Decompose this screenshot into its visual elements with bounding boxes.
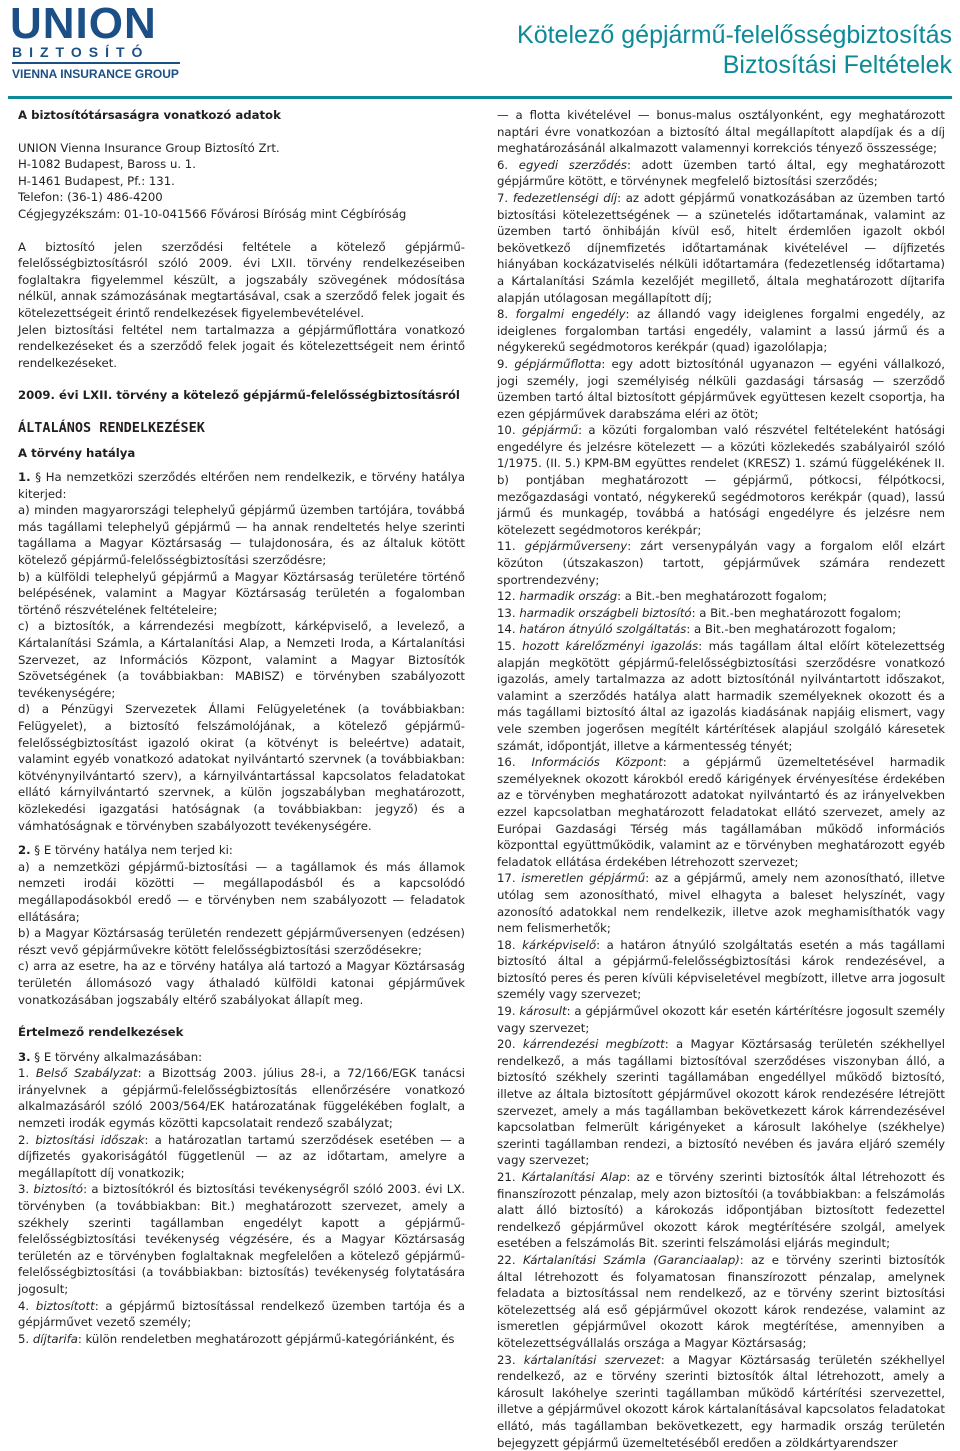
logo-union-text: UNION	[10, 0, 157, 48]
definition-text: : a gépjárművel okozott kár esetén kártérítésre jogosult személy vagy szervezet;	[497, 1004, 945, 1035]
section-3	[18, 1049, 465, 1066]
definition-number: 21.	[497, 1170, 516, 1184]
definition-text: : az a gépjármű, amely nem azonosítható, illetve utólag sem azonosítható, mivel elhagyta a baleset helyszínét, vagy azonosító adatokkal nem rendelkezik, illetve azok meghamisíthatók vagy nem felismerhetők;	[497, 871, 945, 936]
definition-term: harmadik ország	[519, 589, 618, 604]
section-text: § E törvény hatálya nem terjed ki:	[34, 843, 233, 858]
left-column	[18, 107, 465, 1347]
definition-item	[497, 190, 945, 306]
list-item: c) a biztosítók, a kárrendezési megbízott, kárképviselő, a levelező, a Kártalanítási Számla, a Kártalanítási Alap, a Nemzeti Iroda, a Kártalanítási Szervezet, az Információs Központ, valamint a Magyar Biztosítók Szövetségének (a továbbiakban: MABISZ) e törvényben szabályozott tevékenységére;	[18, 619, 465, 700]
definition-number: 4.	[18, 1298, 30, 1313]
definition-number: 11.	[497, 539, 516, 554]
definition-number: 16.	[497, 755, 516, 770]
definition-number: 12.	[497, 589, 516, 604]
document-title-block	[517, 20, 952, 80]
definition-term: biztosító	[33, 1182, 84, 1197]
definition-term: forgalmi engedély	[515, 307, 626, 322]
section-text: § E törvény alkalmazásában:	[34, 1049, 203, 1064]
definition-item	[497, 588, 945, 605]
definition-item	[497, 605, 945, 622]
logo-group-text: VIENNA INSURANCE GROUP	[12, 67, 179, 81]
definition-term: gépjárműflotta	[514, 356, 602, 371]
definition-number: 3.	[18, 1182, 30, 1197]
definition-text: : a gépjármű üzemeltetésével harmadik személyeknek okozott károkból eredő kárigények érvényesítése érdekében az e törvényben meghatározott adatokat nyilvántartó és az irányelvekben ezzel kapcsolatban meghatározott feladatokat ellátó szervezet, amely az Európai Gazdasági Térség más tagállamában működő információs központtal együttműködik, valamint az e törvényben meghatározott egyéb feladatok ellátása érdekében létrehozott szervezet;	[497, 755, 945, 869]
definition-text: : az állandó vagy ideiglenes forgalmi engedély, az ideiglenes forgalomban tartási engedély, valamint a lassú jármű és a négykerekű segédmotoros kerékpár (quad) igazolólapja;	[497, 307, 945, 355]
definition-text: : a Magyar Köztársaság területén székhellyel rendelkező, az e törvény szerinti biztosítók által létrehozott, amely a károsult lakóhelye szerinti tagállamban működő kártérítési szervezettel, illetve a gépjárművel okozott károk kártalanításával kapcsolatos feladatokat ellátó, más tagállamban bekövetkezett, egy harmadik ország területén bejegyzett gépjármű üzemeltetéséből eredően a zöldkártyarendszer	[497, 1352, 946, 1450]
definition-text: : a közúti forgalomban való részvétel feltételeként hatósági engedélyre és jelzésre kötelezett — a közúti közlekedés szabályairól szóló 1/1975. (II. 5.) KPM-BM együttes rendelet (KRESZ) 1. számú függelékének II. b) pontjában meghatározott — gépjármű, pótkocsi, félpótkocsi, mezőgazdasági vontató, négykerekű segédmotoros kerékpár (quad), lassú jármű és munkagép, továbbá a hatósági engedélyre és jelzésre nem kötelezett segédmotoros kerékpár;	[497, 423, 945, 537]
definition-number: 13.	[497, 605, 516, 620]
definition-term: hozott kárelőzményi igazolás	[522, 639, 699, 653]
general-provisions-title: ÁLTALÁNOS RENDELKEZÉSEK	[18, 419, 205, 436]
law-title: 2009. évi LXII. törvény a kötelező gépjármű-felelősségbiztosításról	[18, 388, 460, 403]
logo-divider	[12, 62, 180, 64]
document-subtitle: Biztosítási Feltételek	[722, 51, 952, 79]
definition-item	[18, 1065, 465, 1131]
definition-continuation: — a flotta kivételével — bonus-malus osztályonként, egy meghatározott naptári évre vonatkozóan a biztosító által megállapított alapdíjak és a díj meghatározásánál alkalmazott valamennyi korrekciós tényező összessége;	[497, 108, 945, 156]
definition-term: harmadik országbeli biztosító	[519, 605, 692, 620]
definition-text: : az e törvény szerinti biztosítók által létrehozott és folyamatosan finanszírozott pénzalap, amelynek feladata a biztosítással nem rendelkező, az e törvény szerint biztosítási kötelezettség alá eső gépjárművel okozott károk rendezése, valamint az ismeretlen gépjárművel okozott károk megtérítése, amennyiben a kötelezettségvállalás országa a Magyar Köztársaság;	[497, 1252, 945, 1350]
definition-number: 22.	[497, 1252, 516, 1267]
definition-term: károsult	[519, 1004, 567, 1019]
definition-term: Kártalanítási Számla (Garanciaalap)	[522, 1252, 740, 1267]
definition-number: 7.	[497, 190, 509, 205]
definition-text: : más tagállam által előírt kötelezettség alapján megkötött gépjármű-felelősségbiztosítási szerződésre vonatkozó igazolás, amely tartalmazza az adott biztosítónál nyilvántartott időszakot, valamint a szerződés hatálya alatt harmadik személyeknek okozott és a más tagállami biztosító által az igazolás kiadásának napjáig elismert, vagy vele szemben jogerősen megítélt kártérítések alapjául szolgáló káresetek számát, időpontját, illetve a kármentesség tényét;	[497, 639, 946, 753]
definition-term: biztosítási időszak	[35, 1132, 145, 1147]
company-info	[18, 140, 465, 223]
definition-item	[497, 422, 945, 538]
definition-item	[497, 306, 945, 356]
definition-text: : a Bizottság 2003. július 28-i, a 72/166/EGK tanácsi irányelvnek a gépjármű-felelősségbiztosítás ellenőrzésére vonatkozó alkalmazásáról szóló 2003/564/EK határozatának függelékében foglalt, a nemzeti irodák egymás közötti kapcsolatait rendező szabályzat;	[18, 1066, 465, 1131]
definition-number: 19.	[497, 1004, 516, 1019]
definition-item	[497, 1169, 945, 1252]
definition-term: kártalanítási szervezet	[523, 1352, 661, 1367]
section-number: 3.	[18, 1049, 31, 1064]
company-line: Telefon: (36-1) 486-4200	[18, 190, 163, 205]
definition-text: : a Magyar Köztársaság területén székhellyel rendelkező, a más tagállami biztosítóval szerződéses viszonyban álló, a biztosító székhely szerinti tagállamában engedéllyel működő biztosító, illetve az általa biztosított gépjárművel okozott károk rendezésére létrejött szervezet, amely a más tagállamban bekövetkezett károk kárrendezésével kapcsolatban felmerült kárigényeket a károsult lakóhelye (székhelye) szerinti tagállamban rendezi, a biztosító nevében és javára eljáró személy vagy szervezet;	[497, 1037, 945, 1168]
definition-term: fedezetlenségi díj	[512, 190, 618, 205]
logo-biztosito-text: BIZTOSÍTÓ	[12, 44, 150, 60]
definition-item	[18, 1331, 465, 1348]
list-item: b) a Magyar Köztársaság területén rendezett gépjárműversenyen (edzésen) részt vevő gépjárművekre kötött felelősségbiztosítási szerződésekre;	[18, 926, 465, 957]
definition-text: : a Bit.-ben meghatározott fogalom;	[686, 622, 897, 637]
definition-item	[497, 638, 945, 754]
definition-term: Kártalanítási Alap	[521, 1170, 627, 1184]
definition-number: 1.	[18, 1066, 30, 1081]
definition-item	[18, 1298, 465, 1331]
definition-text: : egy adott biztosítónál ugyanazon — egyéni vállalkozó, jogi személy, jogi személyiség nélküli gazdasági társaság — szerződő üzemben tartó által biztosított gépjárművek együttesen kezelt csoportja, ha ezen gépjárművek darabszáma eléri az ötöt;	[497, 356, 946, 421]
intro-paragraph: A biztosító jelen szerződési feltétele a kötelező gépjármű-felelősségbiztosításról szóló 2009. évi LXII. törvény rendelkezéseiben foglaltakra figyelemmel készült, a jogszabály szövegének módosítása nélkül, annak számozásának megtartásával, csak a szerződő felek jogait és kötelezettségeit érintő rendelkezések figyelembevételével.	[18, 239, 465, 320]
definition-item	[497, 356, 945, 422]
section-2	[18, 842, 465, 859]
definition-term: határon átnyúló szolgáltatás	[519, 622, 687, 637]
definition-text: : az e törvény szerinti biztosítók által létrehozott és finanszírozott pénzalap, mely azon biztosítói (a továbbiakban: a felszámolás alatt álló biztosító) a károkozás időpontjában biztosított fedezettel rendelkező gépjárművel okozott károk megtérítésére szolgál, amelyek esetében a felszámolás Bit. szerinti felszámolási eljárás megindult;	[497, 1170, 946, 1251]
definition-term: ismeretlen gépjármű	[521, 871, 646, 886]
definition-number: 20.	[497, 1037, 516, 1052]
definition-item	[497, 538, 945, 588]
list-item: c) arra az esetre, ha az e törvény hatálya alá tartozó a Magyar Köztársaság területén állomásozó vagy áthaladó külföldi katonai gépjárművek vonatkozásában jogszabály eltérő szabályokat állapít meg.	[18, 959, 465, 1007]
definition-number: 17.	[497, 871, 516, 886]
company-heading: A biztosítótársaságra vonatkozó adatok	[18, 108, 281, 122]
definition-term: díjtarifa	[32, 1331, 78, 1346]
definition-text: : a Bit.-ben meghatározott fogalom;	[617, 589, 827, 604]
definitions-title: Értelmező rendelkezések	[18, 1025, 184, 1040]
company-line: H-1461 Budapest, Pf.: 131.	[18, 173, 175, 188]
section-text: § Ha nemzetközi szerződés eltérően nem rendelkezik, e törvény hatálya kiterjed:	[18, 470, 465, 501]
list-item: a) a nemzetközi gépjármű-biztosítási — a tagállamok és más államok nemzeti irodái közötti — megállapodásból és a kapcsolódó megállapodásokból eredő — e törvényben nem szabályozott — feladatok ellátására;	[18, 859, 465, 924]
company-line: UNION Vienna Insurance Group Biztosító Zrt.	[18, 140, 280, 155]
definition-item	[497, 870, 945, 936]
union-logo	[10, 0, 190, 84]
company-line: Cégjegyzékszám: 01-10-041566 Fővárosi Bíróság mint Cégbíróság	[18, 206, 407, 221]
definition-text: : a határon átnyúló szolgáltatás esetén a más tagállami biztosító által a gépjármű-felelősségbiztosítási károk rendezésével, a biztosító peres és peren kívüli képviseletével megbízott, illetve arra jogosult személy vagy szervezet;	[497, 937, 945, 1002]
definition-number: 2.	[18, 1132, 30, 1147]
definition-text: : a biztosítókról és biztosítási tevékenységről szóló 2003. évi LX. törvényben (a továbbiakban: Bit.) meghatározott szervezet, amely a székhely szerinti tagállamban engedélyt kapott a gépjármű-felelősségbiztosítási tevékenység végzésére, és a Magyar Köztársaság területén az e törvényben foglaltaknak megfelelően a kötelező gépjármű-felelősségbiztosítási (a továbbiakban: biztosítás) tevékenység folytatására jogosult;	[18, 1182, 465, 1296]
definition-text: : külön rendeletben meghatározott gépjármű-kategóriánként, és	[77, 1331, 455, 1346]
definition-text: : a határozatlan tartamú szerződések esetében — a díjfizetés gyakoriságától függetlenül — az az időtartam, amelyre a megállapított díj vonatkozik;	[18, 1132, 465, 1180]
definition-number: 23.	[497, 1352, 516, 1367]
section-number: 2.	[18, 843, 31, 858]
definition-term: gépjárműverseny	[524, 539, 628, 554]
definition-term: egyedi szerződés	[518, 157, 627, 172]
definition-number: 10.	[497, 423, 516, 438]
definition-number: 14.	[497, 622, 516, 637]
definition-text: : a gépjármű biztosítással rendelkező üzemben tartója és a gépjárművet vezető személy;	[18, 1298, 466, 1330]
definition-text: : az adott gépjármű vonatkozásában az üzemben tartó biztosítási kötelezettségének — a szünetelés időtartamának, valamint az üzemben tartó önhibáján kívül eső, hitelt érdemlően igazolt okból bekövetkező díjnemfizetés időtartamának kivételével — díjfizetés hiányában kockázatviselés nélküli időtartamára (fedezetlenség időtartama) a Kártalanítási Számla kezelőjét megillető, általa meghatározott díjtarifa alapján utólagosan megállapított díj;	[497, 190, 945, 305]
definition-term: gépjármű	[522, 423, 579, 438]
definition-item	[497, 1252, 945, 1352]
section-number: 1.	[18, 470, 31, 485]
section-1	[18, 469, 465, 502]
definition-text: : adott üzemben tartó által, egy meghatározott gépjárműre kötött, e törvénynek megfelelő biztosítási szerződés;	[497, 157, 945, 189]
intro-paragraph-2: Jelen biztosítási feltétel nem tartalmazza a gépjárműflottára vonatkozó rendelkezéseket és a szerződő felek jogait és kötelezettségeit nem érintő rendelkezéseket.	[18, 322, 465, 370]
definition-item	[497, 621, 945, 638]
definition-number: 15.	[497, 639, 516, 653]
definition-list	[497, 157, 945, 1451]
definition-item	[497, 1352, 945, 1451]
document-title: Kötelező gépjármű-felelősségbiztosítás	[517, 21, 952, 49]
definition-number: 8.	[497, 307, 509, 322]
right-column	[497, 107, 945, 1451]
definition-text: : zárt versenypályán vagy a forgalom elől elzárt közúton (útszakaszon) tartott, gépjárművek számára rendezett sportrendezvény;	[497, 539, 945, 587]
company-line: H-1082 Budapest, Baross u. 1.	[18, 157, 196, 172]
definition-list	[18, 1065, 465, 1347]
definition-number: 18.	[497, 937, 516, 952]
list-item: d) a Pénzügyi Szervezetek Állami Felügyeletének (a továbbiakban: Felügyelet), a biztosító felszámolójának, a kötelező gépjármű-felelősségbiztosítást igazoló okirat (a kötvényt is beleértve) adatait, valamint egyéb vonatkozó adatokat nyilvántartó szervnek (a továbbiakban: kötvénynyilvántartó szerv), a kárnyilvántartással kapcsolatos feladatokat ellátó kárnyilvántartó szervnek, a külön jogszabályban meghatározott, közlekedési igazgatási hatóságnak (a továbbiakban: jegyző) és a vámhatóságnak e törvényben szabályozott tevékenységére.	[18, 702, 465, 833]
definition-item	[497, 1003, 945, 1036]
list-item: b) a külföldi telephelyű gépjármű a Magyar Köztársaság területére történő belépésének, valamint a Magyar Köztársaság területén a fogalomban történő részvételének feltételeire;	[18, 569, 465, 617]
definition-number: 9.	[497, 356, 509, 371]
definition-item	[18, 1181, 465, 1297]
definition-item	[497, 754, 945, 870]
definition-text: : a Bit.-ben meghatározott fogalom;	[691, 605, 902, 620]
definition-item	[497, 937, 945, 1003]
definition-term: biztosított	[35, 1298, 95, 1313]
definition-number: 6.	[497, 157, 509, 172]
definition-term: Belső Szabályzat	[35, 1066, 138, 1081]
definition-number: 5.	[18, 1331, 30, 1346]
definition-term: kárképviselő	[522, 937, 597, 952]
header-divider	[8, 96, 952, 99]
list-item: a) minden magyarországi telephelyű gépjármű üzemben tartójára, továbbá más tagállami telephelyű gépjármű — ha annak rendeltetés helye szerinti tagállama a Magyar Köztársaság — tulajdonosára, és az általuk kötött kötelező gépjármű-felelősségbiztosítási szerződésre;	[18, 503, 465, 568]
definition-item	[18, 1132, 465, 1182]
definition-item	[497, 1036, 945, 1169]
scope-title: A törvény hatálya	[18, 445, 136, 460]
definition-term: kárrendezési megbízott	[522, 1037, 665, 1052]
definition-item	[497, 157, 945, 190]
definition-term: Információs Központ	[531, 755, 663, 770]
